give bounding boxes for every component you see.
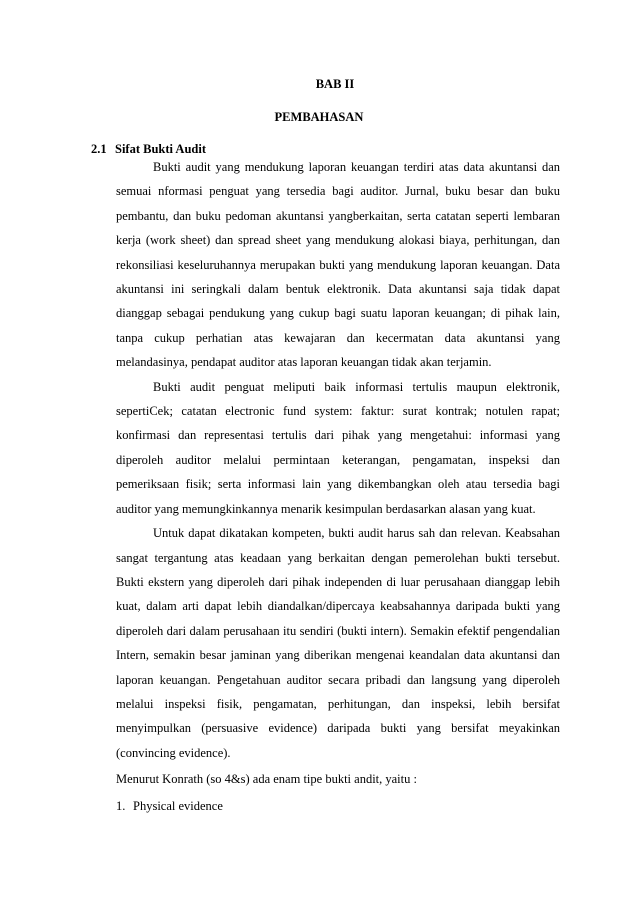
chapter-title: BAB II [315,77,355,91]
paragraph-3: Untuk dapat dikatakan kompeten, bukti audit harus sah dan relevan. Keabsahan sangat tergantung atas keadaan yang berkaitan dengan pemerolehan bukti tersebut. Bukti ekstern yang diperoleh dari pihak independen di luar perusahaan dianggap lebih kuat, dalam arti dapat lebih diandalkan/dipercaya keabsahannya daripada bukti yang diperoleh dari dalam perusahaan itu sendiri (bukti intern). Semakin efektif pengendalian Intern, semakin besar jaminan yang diberikan mengenai keandalan data akuntansi dan laporan keuangan. Pengetahuan auditor secara pribadi dan langsung yang diperoleh melalui inspeksi fisik, pengamatan, perhitungan, dan inspeksi, lebih bersifat menyimpulkan (persuasive evidence) daripada bukti yang bersifat meyakinkan (convincing evidence). [116,526,560,760]
list-item-marker: 1. [116,798,126,813]
body-text [116,148,560,818]
list-intro: Menurut Konrath (so 4&s) ada enam tipe bukti andit, yaitu : [116,772,417,787]
section-number: 2.1 [91,142,107,156]
list-item [116,794,560,818]
paragraph-2: Bukti audit penguat meliputi baik informasi tertulis maupun elektronik, sepertiCek; catatan electronic fund system: faktur: surat kontrak; notulen rapat; konfirmasi dan representasi tertulis dari pihak yang mengetahui: informasi yang diperoleh auditor melalui permintaan keterangan, pengamatan, inspeksi dan pemeriksaan fisik; serta informasi lain yang dikembangkan oleh atau tersedia bagi auditor yang memungkinkannya menarik kesimpulan berdasarkan alasan yang kuat. [116,379,560,516]
chapter-subtitle: PEMBAHASAN [274,110,364,124]
paragraph-1: Bukti audit yang mendukung laporan keuangan terdiri atas data akuntansi dan semuai nformasi penguat yang tersedia bagi auditor. Jurnal, buku besar dan buku pembantu, dan buku pedoman akuntansi yangberkaitan, serta catatan seperti lembaran kerja (work sheet) dan spread sheet yang mendukung alokasi biaya, perhitungan, dan rekonsiliasi keseluruhannya merupakan bukti yang mendukung laporan keuangan. Data akuntansi ini seringkali dalam bentuk elektronik. Data akuntansi saja tidak dapat dianggap sebagai pendukung yang cukup bagi suatu laporan keuangan; di pihak lain, tanpa cukup perhatian atas kewajaran dan kecermatan data akuntansi yang melandasinya, pendapat auditor atas laporan keuangan tidak akan terjamin. [116,160,560,370]
list-item-text: Physical evidence [133,798,223,813]
evidence-type-list [116,794,560,818]
section-title: Sifat Bukti Audit [115,142,207,156]
